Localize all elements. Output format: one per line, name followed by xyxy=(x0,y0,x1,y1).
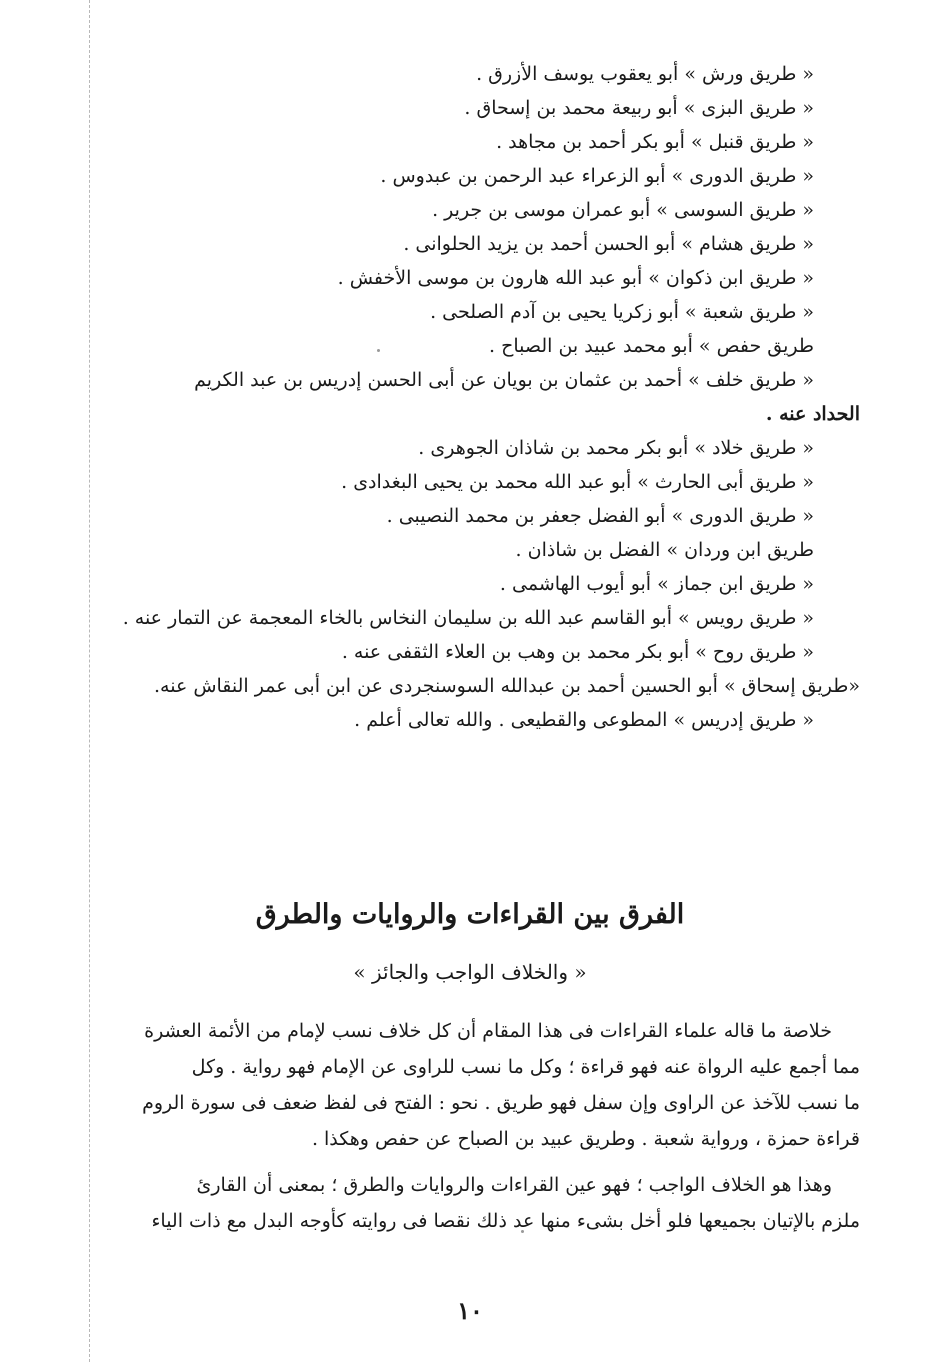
list-line: طريق ابن وردان » الفضل بن شاذان . xyxy=(515,539,814,561)
list-line: « طريق ورش » أبو يعقوب يوسف الأزرق . xyxy=(476,63,814,85)
binding-margin-line xyxy=(89,0,90,1362)
list-line: « طريق قنبل » أبو بكر أحمد بن مجاهد . xyxy=(496,131,814,153)
paragraph-line: وهذا هو الخلاف الواجب ؛ فهو عين القراءات والروايات والطرق ؛ بمعنى أن القارئ xyxy=(196,1174,832,1196)
list-line: « طريق ابن ذكوان » أبو عبد الله هارون بن موسى الأخفش . xyxy=(337,267,814,289)
list-line: « طريق روح » أبو بكر محمد بن وهب بن العلاء الثقفى عنه . xyxy=(341,641,814,663)
list-line: « طريق هشام » أبو الحسن أحمد بن يزيد الحلوانى . xyxy=(403,233,814,255)
list-line: «طريق إسحاق » أبو الحسين أحمد بن عبدالله السوسنجردى عن ابن أبى عمر النقاش عنه. xyxy=(153,675,860,697)
list-line: « طريق الدورى » أبو الفضل جعفر بن محمد النصيبى . xyxy=(386,505,814,527)
paragraph-line: مما أجمع عليه الرواة عنه فهو قراءة ؛ وكل ما نسب للراوى عن الإمام فهو رواية . وكل xyxy=(191,1056,860,1078)
list-line-continuation: الحداد عنه . xyxy=(765,403,860,425)
list-line: « طريق أبى الحارث » أبو عبد الله محمد بن يحيى البغدادى . xyxy=(341,471,814,493)
list-line: « طريق رويس » أبو القاسم عبد الله بن سليمان النخاس بالخاء المعجمة عن التمار عنه . xyxy=(122,607,814,629)
body-text xyxy=(100,1017,860,1243)
list-line: « طريق السوسى » أبو عمران موسى بن جرير . xyxy=(432,199,814,221)
paragraph-line: خلاصة ما قاله علماء القراءات فى هذا المقام أن كل خلاف نسب لإمام من الأئمة العشرة xyxy=(144,1020,832,1042)
paragraph-line: قراءة حمزة ، ورواية شعبة . وطريق عبيد بن الصباح عن حفص وهكذا . xyxy=(311,1128,860,1150)
list-line: « طريق خلف » أحمد بن عثمان بن بويان عن أبى الحسن إدريس بن عبد الكريم xyxy=(194,369,814,391)
section-heading: الفرق بين القراءات والروايات والطرق xyxy=(255,899,685,930)
section-subheading: « والخلاف الواجب والجائز » xyxy=(353,960,587,984)
list-line: « طريق البزى » أبو ربيعة محمد بن إسحاق . xyxy=(464,97,814,119)
list-line: « طريق ابن جماز » أبو أيوب الهاشمى . xyxy=(499,573,814,595)
paragraph-gap xyxy=(100,1161,860,1171)
page-number: ١٠ xyxy=(457,1296,483,1325)
list-line: طريق حفص » أبو محمد عبيد بن الصباح . xyxy=(489,335,814,357)
list-line: « طريق شعبة » أبو زكريا يحيى بن آدم الصلحى . xyxy=(430,301,814,323)
list-line: « طريق خلاد » أبو بكر محمد بن شاذان الجوهرى . xyxy=(418,437,814,459)
narrators-list xyxy=(94,60,860,740)
list-line: « طريق إدريس » المطوعى والقطيعى . والله تعالى أعلم . xyxy=(354,709,814,731)
list-line: « طريق الدورى » أبو الزعراء عبد الرحمن بن عبدوس . xyxy=(380,165,814,187)
paragraph-line: ما نسب للآخذ عن الراوى وإن سفل فهو طريق . نحو : الفتح فى لفظ ضعف فى سورة الروم xyxy=(142,1092,860,1114)
paragraph-line: ملزم بالإتيان بجميعها فلو أخل بشىء منها عد ذلك نقصا فى روايته كأوجه البدل مع ذات الياء xyxy=(151,1210,860,1232)
